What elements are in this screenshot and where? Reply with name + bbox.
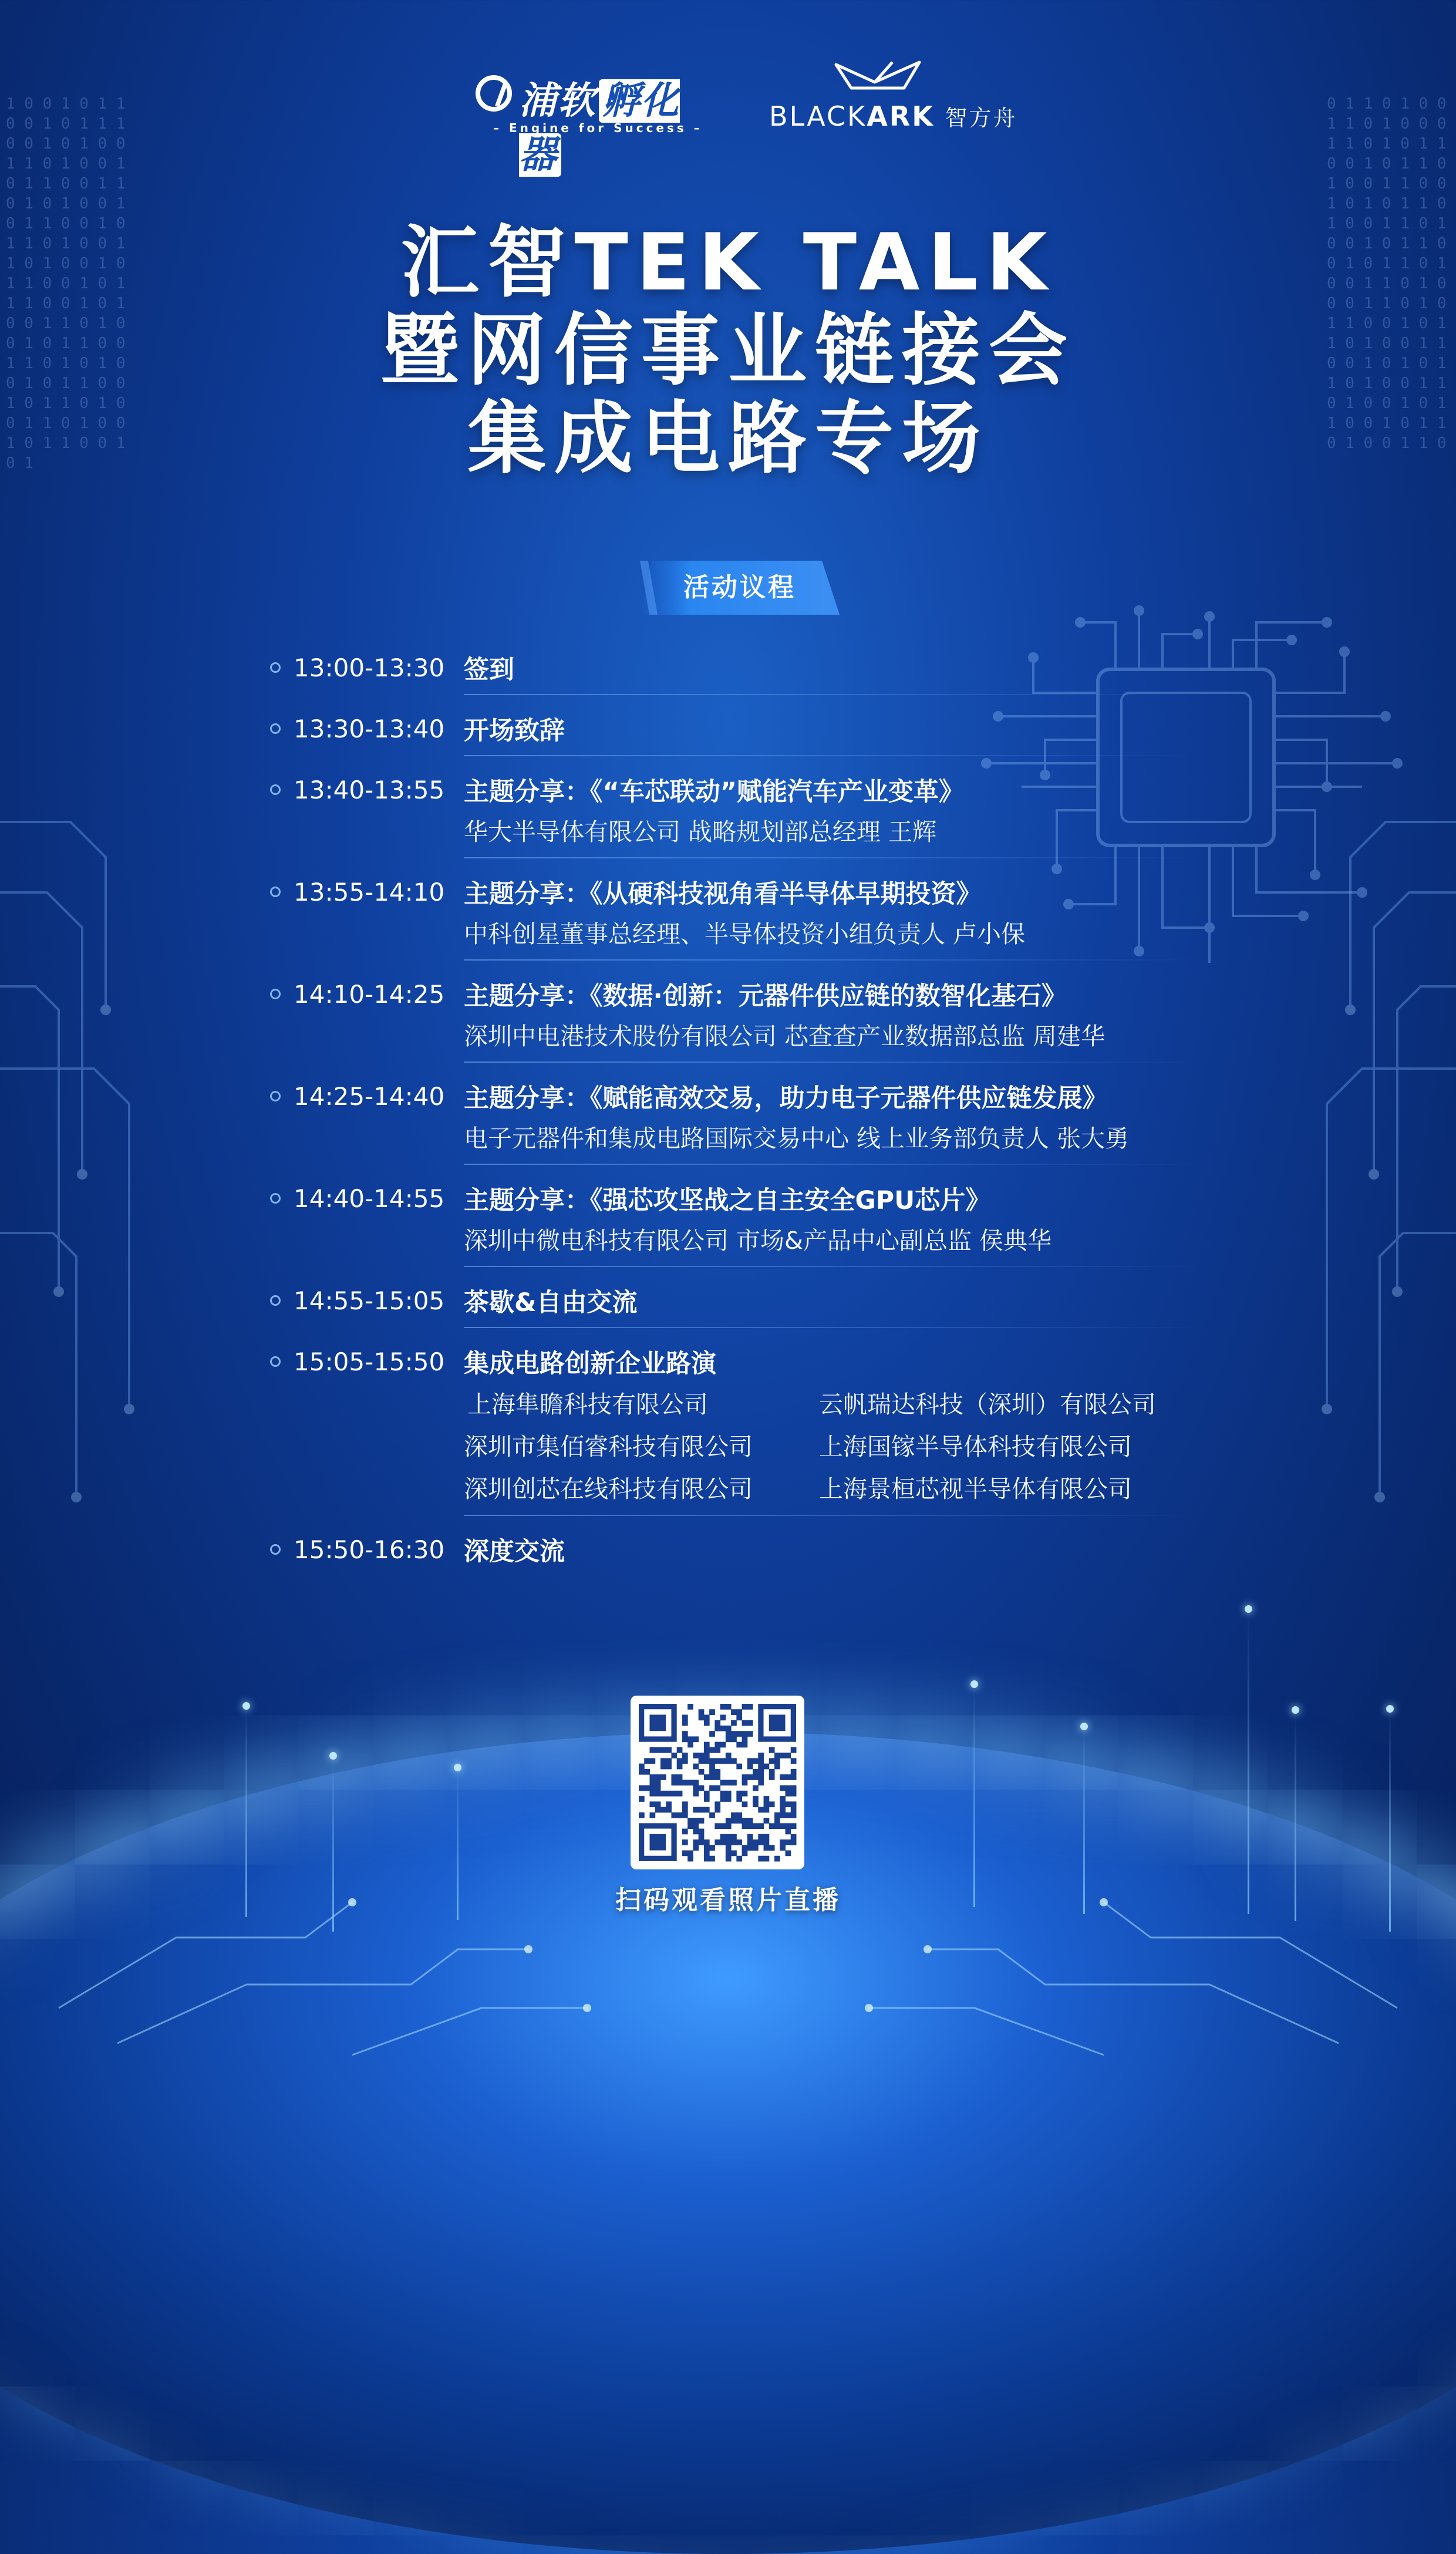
divider	[464, 755, 1204, 756]
qr-caption: 扫码观看照片直播	[615, 1885, 841, 1915]
agenda-topic: 主题分享：《强芯攻坚战之自主安全GPU芯片》	[464, 1185, 991, 1215]
light-spike	[1248, 1609, 1249, 1914]
divider	[464, 1266, 1204, 1267]
agenda-topic: 主题分享：《数据·创新：元器件供应链的数智化基石》	[464, 981, 1067, 1011]
pusoft-logo-icon	[476, 75, 512, 112]
agenda-item	[270, 768, 1268, 858]
agenda-speaker: 深圳中微电科技有限公司 市场&产品中心副总监 侯典华	[464, 1227, 1052, 1255]
agenda-speaker: 深圳中电港技术股份有限公司 芯查查产业数据部总监 周建华	[464, 1022, 1106, 1050]
agenda-item	[270, 1528, 1268, 1571]
blackark-logo-text: BLACKARK 智方舟	[769, 100, 1017, 132]
agenda-topic: 开场致辞	[464, 716, 565, 746]
agenda-item	[270, 1279, 1268, 1328]
agenda-list	[270, 646, 1268, 1571]
divider	[464, 857, 1204, 858]
company-name: 深圳创芯在线科技有限公司	[464, 1475, 753, 1503]
agenda-time: 14:25-14:40	[294, 1081, 445, 1111]
bullet-circle-icon	[270, 1091, 281, 1101]
agenda-time: 13:30-13:40	[294, 714, 445, 743]
agenda-speaker: 中科创星董事总经理、半导体投资小组负责人 卢小保	[464, 920, 1026, 948]
blackark-logo-icon	[834, 59, 922, 94]
company-name: 云帆瑞达科技（深圳）有限公司	[819, 1390, 1156, 1418]
title-line-2: 暨网信事业链接会	[380, 305, 1076, 396]
divider	[464, 1515, 1204, 1516]
blackark-logo	[769, 59, 1017, 135]
binary-pattern-left: 1 0 0 1 0 1 1 0 0 1 0 1 1 1 0 0 1 0 1 0 0 1 1 0 1 0 0 1 0 1 1 0 0 1 1 0 1 0 1 0 0 1 0 1 1 0 0 1 0 1 1 0 1 0 0 1 1 0 1 0 0 1 0 1 1 0 0 1 0 1 1 1 0 0 1 0 1 0 0 1 1 0 1 0 0 1 0 1 1 0 0 1 1 0 1 0 1 0 0 1 0 1 1 0 0 1 0 1 1 0 1 0 0 1 1 0 1 0 0 1 0 1 1 0 0 1 0 1	[6, 95, 126, 472]
agenda-speaker: 华大半导体有限公司 战略规划部总经理 王辉	[464, 818, 937, 846]
bullet-circle-icon	[270, 1193, 281, 1204]
agenda-item	[270, 646, 1268, 695]
title-line-3: 集成电路专场	[467, 393, 989, 484]
agenda-item	[270, 707, 1268, 756]
company-name: 上海景桓芯视半导体有限公司	[819, 1475, 1132, 1503]
pusoft-logo-name: 浦软 孵化器	[519, 79, 680, 177]
agenda-speaker: 电子元器件和集成电路国际交易中心 线上业务部负责人 张大勇	[464, 1124, 1130, 1153]
roadshow-company-list	[270, 1383, 1268, 1510]
title-line-1: 汇智TEK TALK	[400, 217, 1056, 308]
bullet-circle-icon	[270, 1295, 281, 1306]
agenda-topic: 签到	[464, 655, 514, 685]
agenda-time: 13:40-13:55	[294, 775, 445, 804]
bullet-circle-icon	[270, 784, 281, 795]
divider	[464, 1164, 1204, 1165]
agenda-item	[270, 1177, 1268, 1267]
agenda-topic: 集成电路创新企业路演	[464, 1349, 716, 1379]
divider	[464, 1327, 1204, 1328]
agenda-topic: 主题分享：《赋能高效交易，助力电子元器件供应链发展》	[464, 1083, 1108, 1113]
agenda-item	[270, 972, 1268, 1063]
qr-code-pattern	[631, 1696, 804, 1869]
company-name: 上海国镓半导体科技有限公司	[819, 1433, 1132, 1461]
bullet-circle-icon	[270, 662, 281, 673]
agenda-time: 14:55-15:05	[294, 1286, 445, 1315]
divider	[464, 1062, 1204, 1063]
agenda-item	[270, 870, 1268, 961]
bullet-circle-icon	[270, 887, 281, 897]
bullet-circle-icon	[270, 1544, 281, 1555]
agenda-topic: 主题分享：《从硬科技视角看半导体早期投资》	[464, 879, 982, 909]
agenda-badge	[640, 561, 840, 615]
agenda-time: 14:10-14:25	[294, 979, 445, 1009]
agenda-time: 15:05-15:50	[294, 1347, 445, 1376]
divider	[464, 959, 1204, 961]
qr-code-icon[interactable]	[631, 1696, 804, 1869]
circuit-lines-left	[0, 763, 211, 1527]
agenda-topic: 茶歇&自由交流	[464, 1288, 638, 1318]
company-name: 上海隼瞻科技有限公司	[467, 1390, 708, 1418]
agenda-time: 14:40-14:55	[294, 1184, 445, 1213]
agenda-topic: 深度交流	[464, 1537, 565, 1566]
pusoft-incubator-logo	[476, 69, 703, 177]
divider	[464, 694, 1204, 695]
agenda-badge-label: 活动议程	[683, 572, 796, 602]
agenda-time: 13:00-13:30	[294, 653, 445, 682]
agenda-item	[270, 1074, 1268, 1165]
agenda-item	[270, 1340, 1268, 1516]
bullet-circle-icon	[270, 989, 281, 999]
bullet-circle-icon	[270, 723, 281, 734]
agenda-topic: 主题分享：《“车芯联动”赋能汽车产业变革》	[464, 777, 965, 807]
agenda-time: 13:55-14:10	[294, 877, 445, 907]
binary-pattern-right: 0 1 1 0 1 0 0 1 1 0 1 0 0 0 1 1 0 1 0 1 1 0 0 1 0 1 1 0 1 0 0 1 1 0 0 1 0 1 0 1 1 0 1 0 0 1 1 0 1 0 0 1 0 1 1 0 0 1 0 1 1 0 1 0 0 1 1 0 1 0 0 0 1 1 0 1 0 1 1 0 0 1 0 1 1 0 1 0 0 1 1 0 0 1 0 1 0 1 1 0 1 0 0 1 1 0 1 0 0 1 0 1 1 0 0 1 0 1 1 0 1 0 0 1 1 0	[1327, 95, 1447, 452]
agenda-time: 15:50-16:30	[294, 1535, 445, 1564]
circuit-lines-right	[1245, 763, 1456, 1527]
light-spike	[973, 1684, 975, 1907]
pusoft-logo-tagline: – Engine for Success –	[493, 121, 703, 135]
bullet-circle-icon	[270, 1356, 281, 1367]
company-name: 深圳市集佰睿科技有限公司	[464, 1433, 753, 1461]
